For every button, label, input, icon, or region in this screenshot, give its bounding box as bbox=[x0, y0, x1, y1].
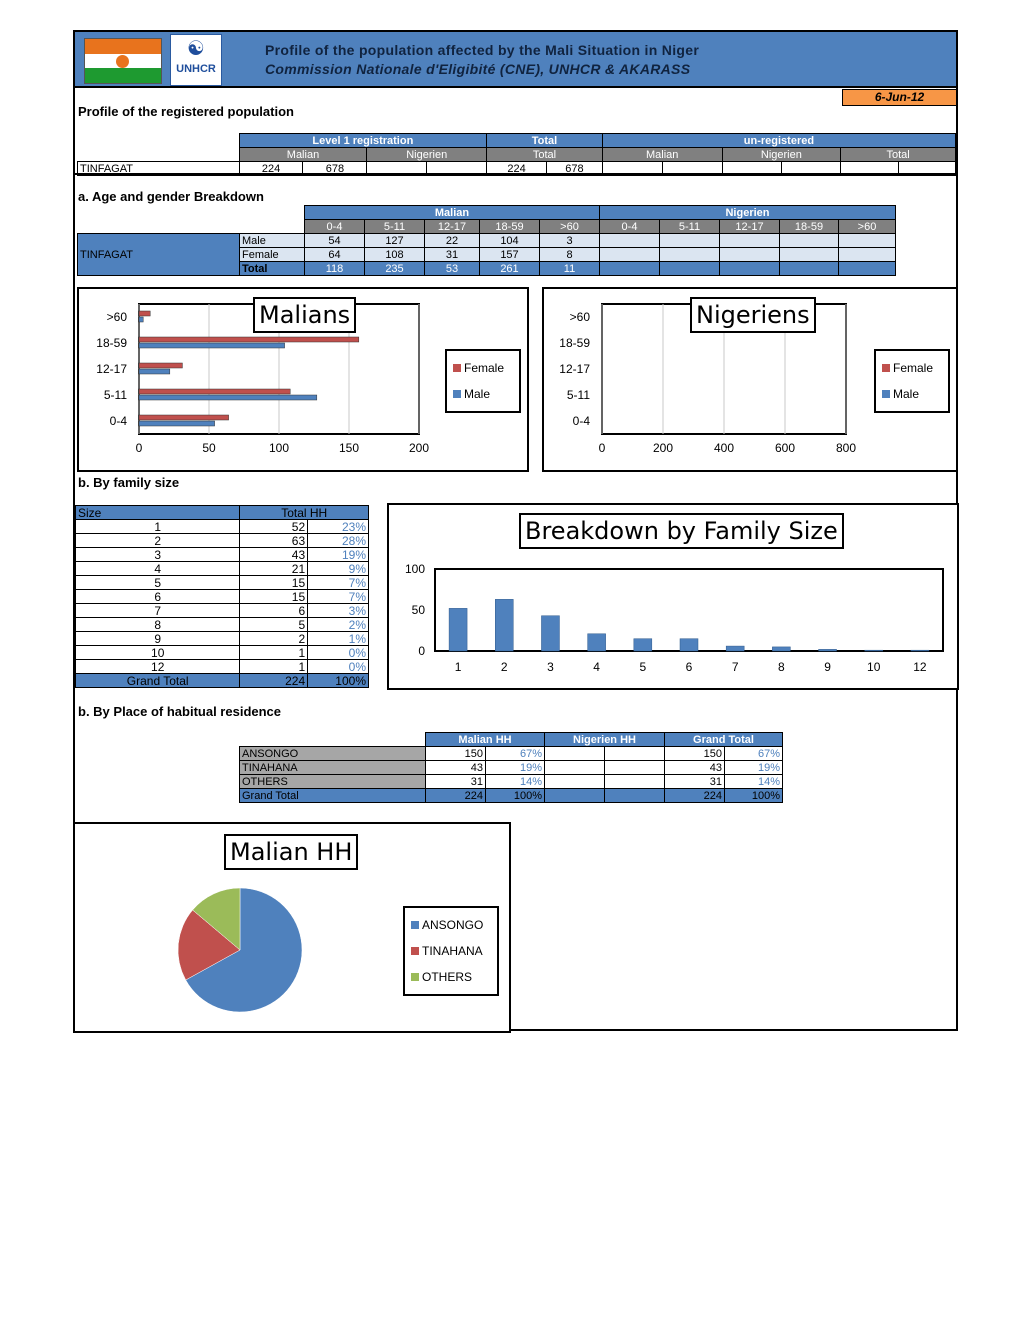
x-tick-label: 8 bbox=[778, 660, 785, 674]
table-row: 4 21 9% bbox=[76, 562, 369, 576]
bar-family-size-9 bbox=[819, 649, 837, 651]
y-tick-label: 12-17 bbox=[96, 362, 127, 376]
section-age-gender-title: a. Age and gender Breakdown bbox=[78, 189, 264, 204]
bar-family-size-6 bbox=[680, 639, 698, 651]
table-row: 7 6 3% bbox=[76, 604, 369, 618]
section-family-size-title: b. By family size bbox=[78, 475, 180, 490]
x-tick-label: 400 bbox=[713, 441, 735, 455]
y-tick-label: 50 bbox=[411, 603, 425, 617]
table-row: 12 1 0% bbox=[76, 660, 369, 674]
table-row: 1 52 23% bbox=[76, 520, 369, 534]
y-tick-label: 0 bbox=[418, 644, 425, 658]
location-label: TINFAGAT bbox=[78, 234, 240, 276]
x-tick-label: 800 bbox=[835, 441, 857, 455]
row-label: TINFAGAT bbox=[78, 162, 240, 176]
y-tick-label: 0-4 bbox=[572, 414, 590, 428]
group-malian: Malian bbox=[305, 206, 600, 220]
pie-chart-panel bbox=[73, 822, 511, 1033]
profile-sheet bbox=[73, 30, 958, 1031]
x-tick-label: 200 bbox=[408, 441, 430, 455]
header-subtitle: Commission Nationale d'Eligibité (CNE), UNHCR & AKARASS bbox=[265, 61, 691, 77]
y-tick-label: 12-17 bbox=[559, 362, 590, 376]
pie-chart-title: Malian HH bbox=[224, 834, 358, 870]
x-tick-label: 10 bbox=[867, 660, 881, 674]
table-row: 9 2 1% bbox=[76, 632, 369, 646]
table-row: Female 64 108 31 157 8 bbox=[78, 248, 896, 262]
x-tick-label: 4 bbox=[593, 660, 600, 674]
registered-table: Level 1 registration Total un-registered Malian Nigerien Total Malian Nigerien Total TINFAGAT 224 678 224 678 bbox=[77, 133, 956, 176]
bar-family-size-1 bbox=[449, 608, 467, 651]
y-tick-label: >60 bbox=[106, 310, 127, 324]
age-gender-table: Malian Nigerien 0-4 5-11 12-17 18-59 >60 0-4 5-11 12-17 18-59 >60 TINFAGAT Male 54 127 22 104 3 Female 64 108 31 157 8 Total 118 235 53 261 11 bbox=[77, 205, 896, 276]
bar-family-size-12 bbox=[911, 650, 929, 651]
nigeriens-legend: Female Male bbox=[874, 349, 950, 413]
bar-female-0-4 bbox=[139, 415, 229, 420]
x-tick-label: 50 bbox=[202, 441, 216, 455]
table-row: 5 15 7% bbox=[76, 576, 369, 590]
group-nigerien: Nigerien bbox=[600, 206, 896, 220]
bar-male-0-4 bbox=[139, 421, 215, 426]
section-registered-title: Profile of the registered population bbox=[78, 104, 294, 119]
family-size-table: Size Total HH 1 52 23% 2 63 28% 3 43 19% 4 21 9% 5 15 7% 6 15 7% 7 6 3% 8 5 2% 9 2 1% 10 1 0% 12 1 0% Grand Total 224 100% bbox=[75, 505, 369, 688]
pie-legend: ANSONGO TINAHANA OTHERS bbox=[403, 906, 499, 996]
y-tick-label: 0-4 bbox=[109, 414, 127, 428]
bar-family-size-4 bbox=[588, 634, 606, 651]
table-row: TINFAGAT 224 678 224 678 bbox=[78, 162, 956, 176]
x-tick-label: 9 bbox=[824, 660, 831, 674]
table-row: 2 63 28% bbox=[76, 534, 369, 548]
bar-male->60 bbox=[139, 317, 143, 322]
nigeriens-chart-title: Nigeriens bbox=[690, 297, 816, 333]
table-row: ANSONGO 150 67% 150 67% bbox=[240, 747, 783, 761]
malians-chart-panel bbox=[77, 287, 529, 472]
x-tick-label: 7 bbox=[731, 660, 739, 674]
x-tick-label: 0 bbox=[598, 441, 606, 455]
table-row-total: Grand Total 224 100% bbox=[76, 674, 369, 688]
y-tick-label: 18-59 bbox=[96, 336, 127, 350]
x-tick-label: 5 bbox=[639, 660, 647, 674]
x-tick-label: 0 bbox=[135, 441, 143, 455]
table-row: 8 5 2% bbox=[76, 618, 369, 632]
table-row: TINAHANA 43 19% 43 19% bbox=[240, 761, 783, 775]
group-total: Total bbox=[487, 134, 603, 148]
bar-family-size-3 bbox=[541, 616, 559, 651]
bar-family-size-5 bbox=[634, 639, 652, 651]
table-row: 10 1 0% bbox=[76, 646, 369, 660]
x-tick-label: 6 bbox=[685, 660, 693, 674]
bar-family-size-8 bbox=[772, 647, 790, 651]
bar-female->60 bbox=[139, 311, 150, 316]
x-tick-label: 2 bbox=[500, 660, 508, 674]
table-row: Total 118 235 53 261 11 bbox=[78, 262, 896, 276]
header-banner bbox=[75, 32, 956, 88]
bar-male-5-11 bbox=[139, 395, 317, 400]
x-tick-label: 600 bbox=[774, 441, 796, 455]
table-row: OTHERS 31 14% 31 14% bbox=[240, 775, 783, 789]
table-row: 6 15 7% bbox=[76, 590, 369, 604]
y-tick-label: 5-11 bbox=[566, 388, 590, 402]
malians-chart-title: Malians bbox=[253, 297, 356, 333]
bar-male-18-59 bbox=[139, 343, 285, 348]
y-tick-label: 18-59 bbox=[559, 336, 590, 350]
bar-family-size-2 bbox=[495, 599, 513, 651]
group-level1: Level 1 registration bbox=[239, 134, 486, 148]
bar-male-12-17 bbox=[139, 369, 170, 374]
x-tick-label: 12 bbox=[913, 660, 927, 674]
residence-table: Malian HH Nigerien HH Grand Total ANSONGO 150 67% 150 67% TINAHANA 43 19% 43 19% OTHERS 31 14% 31 14% Grand Total 224 100% 224 100% bbox=[239, 732, 783, 803]
y-tick-label: 5-11 bbox=[103, 388, 127, 402]
x-tick-label: 3 bbox=[547, 660, 554, 674]
table-row: TINFAGAT Male 54 127 22 104 3 bbox=[78, 234, 896, 248]
bar-female-12-17 bbox=[139, 363, 182, 368]
group-unregistered: un-registered bbox=[602, 134, 955, 148]
unhcr-logo-icon: ☯ UNHCR bbox=[170, 34, 222, 86]
bar-family-size-7 bbox=[726, 646, 744, 651]
niger-flag-icon bbox=[84, 38, 162, 84]
table-row: 3 43 19% bbox=[76, 548, 369, 562]
header-title: Profile of the population affected by the Mali Situation in Niger bbox=[265, 42, 700, 58]
malians-legend: Female Male bbox=[445, 349, 521, 413]
y-tick-label: >60 bbox=[569, 310, 590, 324]
bar-female-5-11 bbox=[139, 389, 290, 394]
x-tick-label: 200 bbox=[652, 441, 674, 455]
family-chart-panel bbox=[387, 503, 959, 690]
report-date: 6-Jun-12 bbox=[842, 89, 957, 106]
bar-family-size-10 bbox=[865, 650, 883, 651]
y-tick-label: 100 bbox=[404, 562, 425, 576]
x-tick-label: 100 bbox=[268, 441, 290, 455]
x-tick-label: 1 bbox=[454, 660, 462, 674]
bar-female-18-59 bbox=[139, 337, 359, 342]
family-chart-title: Breakdown by Family Size bbox=[519, 513, 844, 549]
nigeriens-chart-panel bbox=[542, 287, 958, 472]
x-tick-label: 150 bbox=[338, 441, 360, 455]
table-row: Grand Total 224 100% 224 100% bbox=[240, 789, 783, 803]
section-residence-title: b. By Place of habitual residence bbox=[78, 704, 282, 719]
